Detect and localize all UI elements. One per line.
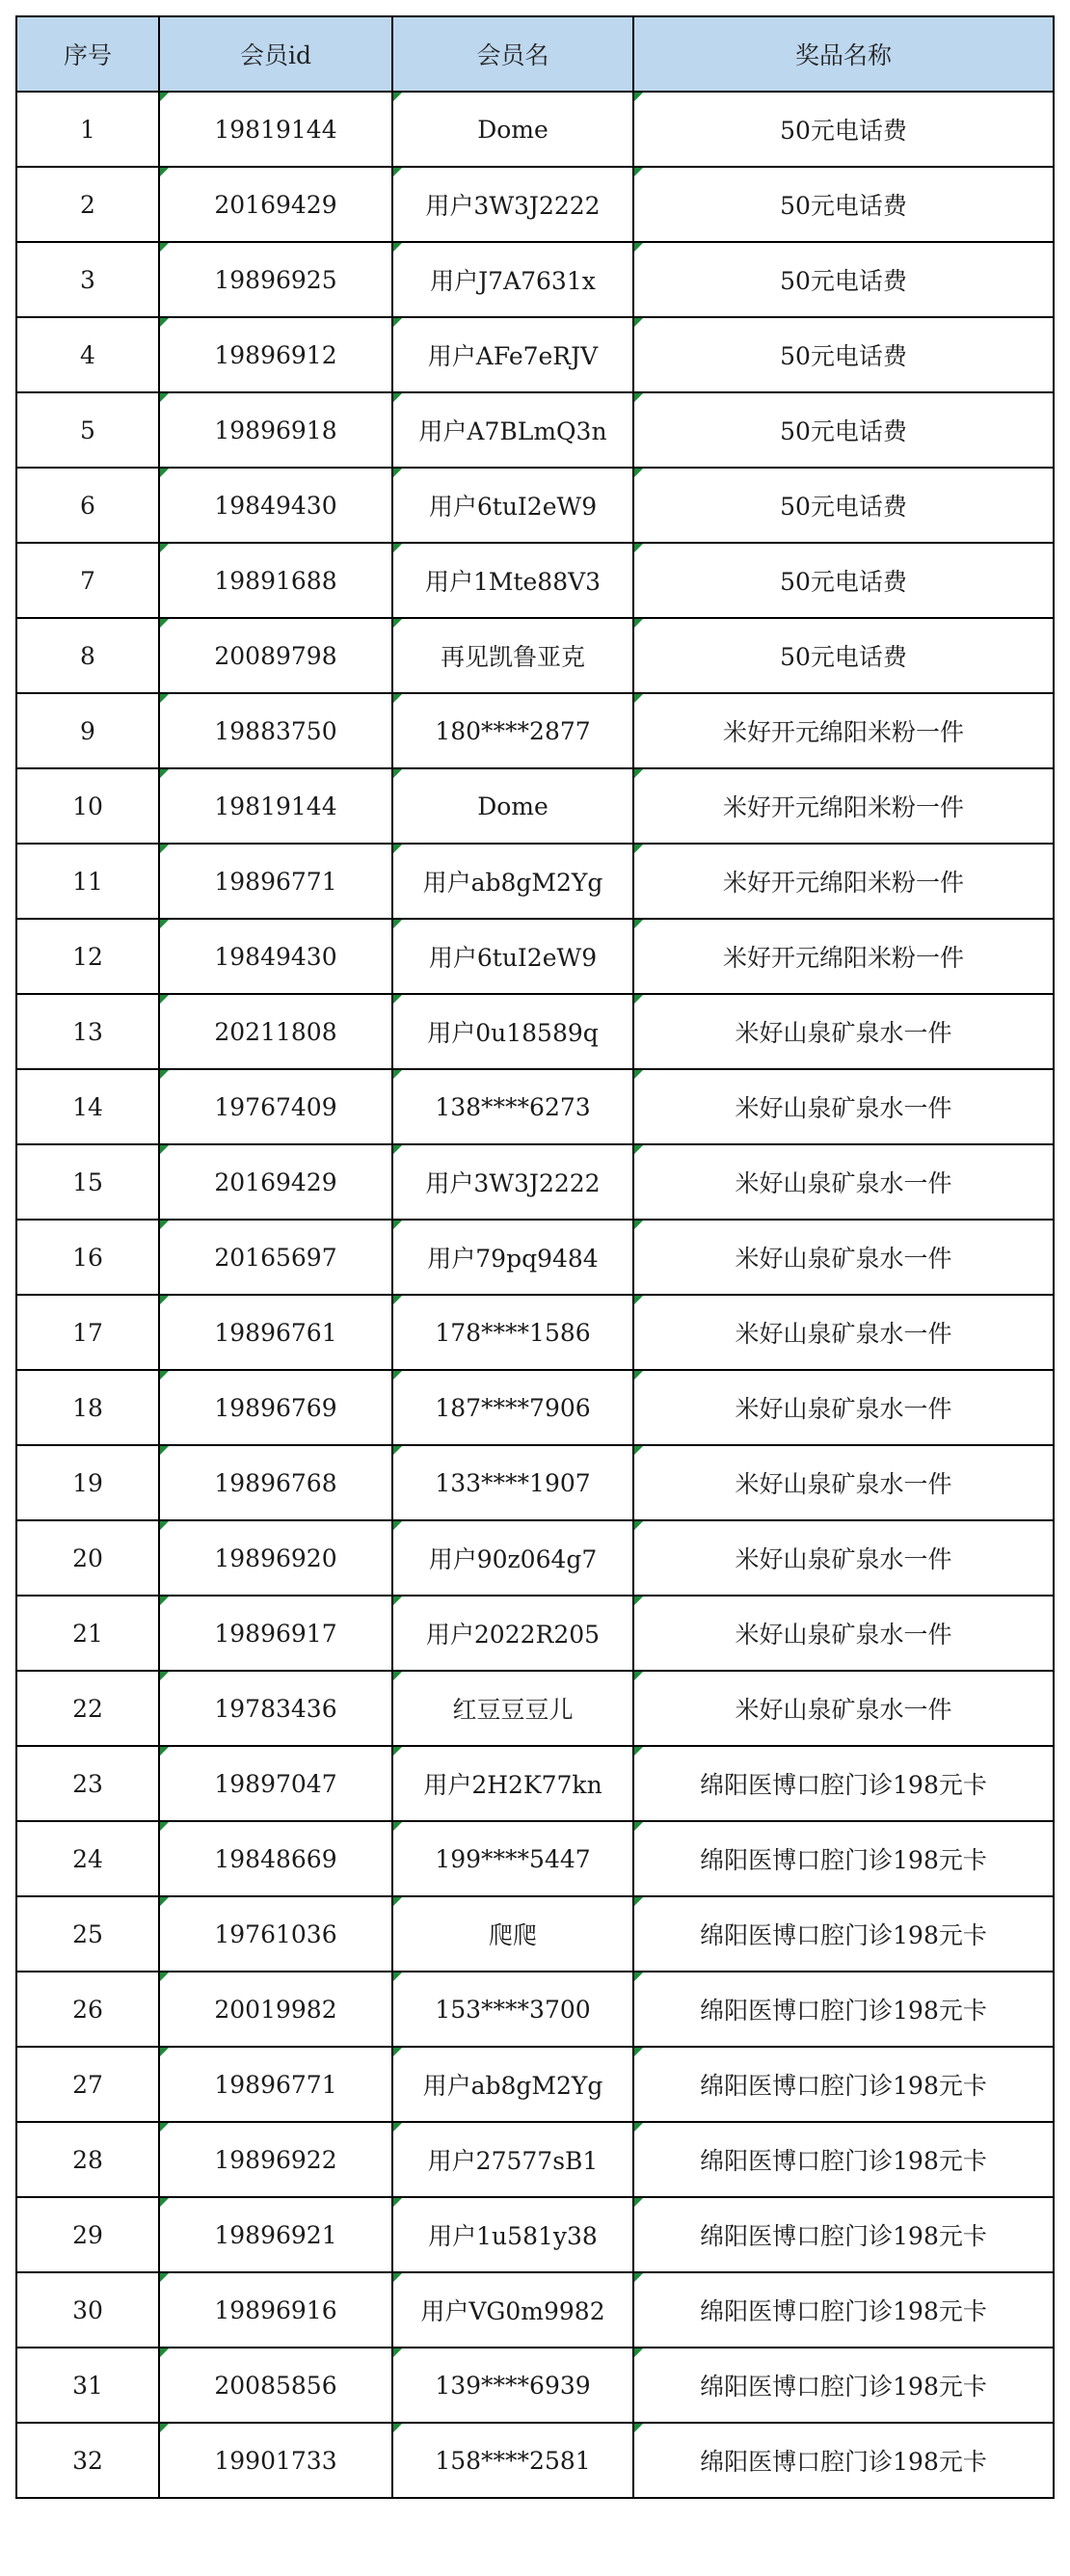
cell-index[interactable]: 26 xyxy=(16,1972,159,2047)
cell-member-id[interactable]: 19896917 xyxy=(159,1596,392,1671)
cell-prize-name[interactable]: 米好开元绵阳米粉一件 xyxy=(633,844,1054,919)
table-row xyxy=(16,2197,1054,2272)
cell-member-name[interactable]: Dome xyxy=(392,768,633,844)
cell-prize-name[interactable]: 米好山泉矿泉水一件 xyxy=(633,1445,1054,1520)
table-row xyxy=(16,1069,1054,1144)
cell-prize-name[interactable]: 米好山泉矿泉水一件 xyxy=(633,1295,1054,1370)
table-row xyxy=(16,994,1054,1069)
cell-member-id[interactable]: 20089798 xyxy=(159,618,392,693)
cell-member-name[interactable]: 178****1586 xyxy=(392,1295,633,1370)
cell-member-name[interactable]: 用户0u18589q xyxy=(392,994,633,1069)
cell-prize-name[interactable]: 绵阳医博口腔门诊198元卡 xyxy=(633,2122,1054,2197)
cell-prize-name[interactable]: 绵阳医博口腔门诊198元卡 xyxy=(633,2047,1054,2122)
table-row xyxy=(16,468,1054,543)
cell-member-name[interactable]: 再见凯鲁亚克 xyxy=(392,618,633,693)
header-member-id[interactable]: 会员id xyxy=(159,16,392,92)
cell-member-id[interactable]: 19819144 xyxy=(159,92,392,167)
cell-member-name[interactable]: 用户VG0m9982 xyxy=(392,2272,633,2348)
cell-member-name[interactable]: 用户1Mte88V3 xyxy=(392,543,633,618)
table-row xyxy=(16,2047,1054,2122)
table-row xyxy=(16,2348,1054,2423)
prize-winners-table xyxy=(15,15,1055,2499)
cell-member-name[interactable]: 用户90z064g7 xyxy=(392,1520,633,1596)
cell-member-name[interactable]: 用户3W3J2222 xyxy=(392,1144,633,1220)
cell-index[interactable]: 12 xyxy=(16,919,159,994)
cell-member-id[interactable]: 19896922 xyxy=(159,2122,392,2197)
cell-index[interactable]: 20 xyxy=(16,1520,159,1596)
cell-prize-name[interactable]: 米好山泉矿泉水一件 xyxy=(633,1596,1054,1671)
cell-member-id[interactable]: 19883750 xyxy=(159,693,392,768)
table-row xyxy=(16,768,1054,844)
table-row xyxy=(16,844,1054,919)
cell-index[interactable]: 2 xyxy=(16,167,159,242)
cell-member-name[interactable]: 红豆豆豆儿 xyxy=(392,1671,633,1746)
table-row xyxy=(16,919,1054,994)
cell-index[interactable]: 18 xyxy=(16,1370,159,1445)
cell-member-name[interactable]: 187****7906 xyxy=(392,1370,633,1445)
cell-prize-name[interactable]: 绵阳医博口腔门诊198元卡 xyxy=(633,2348,1054,2423)
cell-index[interactable]: 24 xyxy=(16,1821,159,1896)
cell-member-id[interactable]: 19849430 xyxy=(159,468,392,543)
cell-member-name[interactable]: 用户1u581y38 xyxy=(392,2197,633,2272)
cell-member-id[interactable]: 19896925 xyxy=(159,242,392,317)
cell-prize-name[interactable]: 米好山泉矿泉水一件 xyxy=(633,994,1054,1069)
cell-prize-name[interactable]: 绵阳医博口腔门诊198元卡 xyxy=(633,2197,1054,2272)
table-row xyxy=(16,1896,1054,1972)
cell-member-id[interactable]: 19819144 xyxy=(159,768,392,844)
cell-member-id[interactable]: 20211808 xyxy=(159,994,392,1069)
cell-index[interactable]: 30 xyxy=(16,2272,159,2348)
cell-prize-name[interactable]: 50元电话费 xyxy=(633,242,1054,317)
cell-member-name[interactable]: 用户3W3J2222 xyxy=(392,167,633,242)
cell-index[interactable]: 19 xyxy=(16,1445,159,1520)
table-row xyxy=(16,543,1054,618)
cell-member-name[interactable]: Dome xyxy=(392,92,633,167)
cell-prize-name[interactable]: 米好山泉矿泉水一件 xyxy=(633,1671,1054,1746)
cell-member-id[interactable]: 19896921 xyxy=(159,2197,392,2272)
cell-prize-name[interactable]: 绵阳医博口腔门诊198元卡 xyxy=(633,2272,1054,2348)
table-row xyxy=(16,242,1054,317)
cell-index[interactable]: 27 xyxy=(16,2047,159,2122)
cell-member-id[interactable]: 20165697 xyxy=(159,1220,392,1295)
cell-member-id[interactable]: 20169429 xyxy=(159,1144,392,1220)
header-row xyxy=(16,16,1054,92)
cell-member-name[interactable]: 139****6939 xyxy=(392,2348,633,2423)
cell-member-name[interactable]: 133****1907 xyxy=(392,1445,633,1520)
cell-member-name[interactable]: 用户2H2K77kn xyxy=(392,1746,633,1821)
cell-member-id[interactable]: 19896771 xyxy=(159,2047,392,2122)
cell-prize-name[interactable]: 50元电话费 xyxy=(633,468,1054,543)
cell-prize-name[interactable]: 米好山泉矿泉水一件 xyxy=(633,1144,1054,1220)
prize-winners-table-container xyxy=(15,15,1055,2499)
cell-member-name[interactable]: 用户A7BLmQ3n xyxy=(392,392,633,468)
cell-member-name[interactable]: 用户6tuI2eW9 xyxy=(392,468,633,543)
cell-prize-name[interactable]: 米好山泉矿泉水一件 xyxy=(633,1069,1054,1144)
cell-index[interactable]: 1 xyxy=(16,92,159,167)
cell-member-id[interactable]: 19761036 xyxy=(159,1896,392,1972)
cell-prize-name[interactable]: 绵阳医博口腔门诊198元卡 xyxy=(633,1821,1054,1896)
cell-member-id[interactable]: 20085856 xyxy=(159,2348,392,2423)
cell-index[interactable]: 3 xyxy=(16,242,159,317)
table-row xyxy=(16,1520,1054,1596)
cell-member-id[interactable]: 20169429 xyxy=(159,167,392,242)
cell-member-name[interactable]: 138****6273 xyxy=(392,1069,633,1144)
cell-member-id[interactable]: 19897047 xyxy=(159,1746,392,1821)
cell-prize-name[interactable]: 米好开元绵阳米粉一件 xyxy=(633,919,1054,994)
cell-member-name[interactable]: 用户27577sB1 xyxy=(392,2122,633,2197)
cell-prize-name[interactable]: 米好开元绵阳米粉一件 xyxy=(633,768,1054,844)
table-row xyxy=(16,167,1054,242)
cell-member-id[interactable]: 19896916 xyxy=(159,2272,392,2348)
cell-member-name[interactable]: 199****5447 xyxy=(392,1821,633,1896)
cell-member-name[interactable]: 用户ab8gM2Yg xyxy=(392,844,633,919)
cell-member-id[interactable]: 19848669 xyxy=(159,1821,392,1896)
cell-prize-name[interactable]: 绵阳医博口腔门诊198元卡 xyxy=(633,1896,1054,1972)
header-index[interactable]: 序号 xyxy=(16,16,159,92)
cell-prize-name[interactable]: 米好开元绵阳米粉一件 xyxy=(633,693,1054,768)
cell-member-id[interactable]: 19896769 xyxy=(159,1370,392,1445)
cell-index[interactable]: 15 xyxy=(16,1144,159,1220)
cell-member-name[interactable]: 180****2877 xyxy=(392,693,633,768)
cell-prize-name[interactable]: 50元电话费 xyxy=(633,167,1054,242)
cell-index[interactable]: 17 xyxy=(16,1295,159,1370)
cell-index[interactable]: 5 xyxy=(16,392,159,468)
cell-member-id[interactable]: 19901733 xyxy=(159,2423,392,2498)
cell-index[interactable]: 29 xyxy=(16,2197,159,2272)
cell-member-name[interactable]: 用户79pq9484 xyxy=(392,1220,633,1295)
cell-member-name[interactable]: 用户2022R205 xyxy=(392,1596,633,1671)
cell-prize-name[interactable]: 绵阳医博口腔门诊198元卡 xyxy=(633,1746,1054,1821)
cell-prize-name[interactable]: 50元电话费 xyxy=(633,92,1054,167)
cell-index[interactable]: 8 xyxy=(16,618,159,693)
cell-prize-name[interactable]: 50元电话费 xyxy=(633,543,1054,618)
table-row xyxy=(16,1370,1054,1445)
cell-member-id[interactable]: 19891688 xyxy=(159,543,392,618)
table-row xyxy=(16,2423,1054,2498)
table-row xyxy=(16,618,1054,693)
cell-index[interactable]: 7 xyxy=(16,543,159,618)
cell-member-id[interactable]: 19767409 xyxy=(159,1069,392,1144)
cell-member-id[interactable]: 19896920 xyxy=(159,1520,392,1596)
table-row xyxy=(16,1220,1054,1295)
cell-index[interactable]: 23 xyxy=(16,1746,159,1821)
cell-member-name[interactable]: 用户ab8gM2Yg xyxy=(392,2047,633,2122)
header-member-name[interactable]: 会员名 xyxy=(392,16,633,92)
cell-prize-name[interactable]: 绵阳医博口腔门诊198元卡 xyxy=(633,1972,1054,2047)
cell-prize-name[interactable]: 绵阳医博口腔门诊198元卡 xyxy=(633,2423,1054,2498)
table-row xyxy=(16,1972,1054,2047)
cell-member-id[interactable]: 19896768 xyxy=(159,1445,392,1520)
cell-member-name[interactable]: 153****3700 xyxy=(392,1972,633,2047)
cell-member-id[interactable]: 20019982 xyxy=(159,1972,392,2047)
cell-prize-name[interactable]: 50元电话费 xyxy=(633,317,1054,392)
cell-index[interactable]: 25 xyxy=(16,1896,159,1972)
cell-prize-name[interactable]: 米好山泉矿泉水一件 xyxy=(633,1220,1054,1295)
table-row xyxy=(16,693,1054,768)
cell-member-id[interactable]: 19896761 xyxy=(159,1295,392,1370)
cell-prize-name[interactable]: 50元电话费 xyxy=(633,392,1054,468)
cell-member-name[interactable]: 用户AFe7eRJV xyxy=(392,317,633,392)
table-row xyxy=(16,1445,1054,1520)
table-row xyxy=(16,2272,1054,2348)
cell-index[interactable]: 11 xyxy=(16,844,159,919)
cell-member-id[interactable]: 19896912 xyxy=(159,317,392,392)
cell-member-name[interactable]: 爬爬 xyxy=(392,1896,633,1972)
cell-index[interactable]: 13 xyxy=(16,994,159,1069)
cell-member-name[interactable]: 用户J7A7631x xyxy=(392,242,633,317)
cell-member-name[interactable]: 用户6tuI2eW9 xyxy=(392,919,633,994)
cell-index[interactable]: 31 xyxy=(16,2348,159,2423)
cell-index[interactable]: 10 xyxy=(16,768,159,844)
table-row xyxy=(16,2122,1054,2197)
cell-index[interactable]: 9 xyxy=(16,693,159,768)
cell-index[interactable]: 28 xyxy=(16,2122,159,2197)
cell-index[interactable]: 16 xyxy=(16,1220,159,1295)
cell-member-id[interactable]: 19896918 xyxy=(159,392,392,468)
cell-prize-name[interactable]: 米好山泉矿泉水一件 xyxy=(633,1520,1054,1596)
table-row xyxy=(16,1821,1054,1896)
table-row xyxy=(16,92,1054,167)
cell-member-name[interactable]: 158****2581 xyxy=(392,2423,633,2498)
cell-index[interactable]: 32 xyxy=(16,2423,159,2498)
table-row xyxy=(16,1596,1054,1671)
table-row xyxy=(16,1746,1054,1821)
cell-index[interactable]: 4 xyxy=(16,317,159,392)
cell-prize-name[interactable]: 50元电话费 xyxy=(633,618,1054,693)
cell-member-id[interactable]: 19783436 xyxy=(159,1671,392,1746)
cell-index[interactable]: 14 xyxy=(16,1069,159,1144)
cell-member-id[interactable]: 19896771 xyxy=(159,844,392,919)
header-prize-name[interactable]: 奖品名称 xyxy=(633,16,1054,92)
cell-index[interactable]: 6 xyxy=(16,468,159,543)
table-row xyxy=(16,1295,1054,1370)
table-row xyxy=(16,1144,1054,1220)
table-row xyxy=(16,317,1054,392)
cell-prize-name[interactable]: 米好山泉矿泉水一件 xyxy=(633,1370,1054,1445)
cell-index[interactable]: 21 xyxy=(16,1596,159,1671)
table-row xyxy=(16,392,1054,468)
cell-member-id[interactable]: 19849430 xyxy=(159,919,392,994)
table-row xyxy=(16,1671,1054,1746)
cell-index[interactable]: 22 xyxy=(16,1671,159,1746)
